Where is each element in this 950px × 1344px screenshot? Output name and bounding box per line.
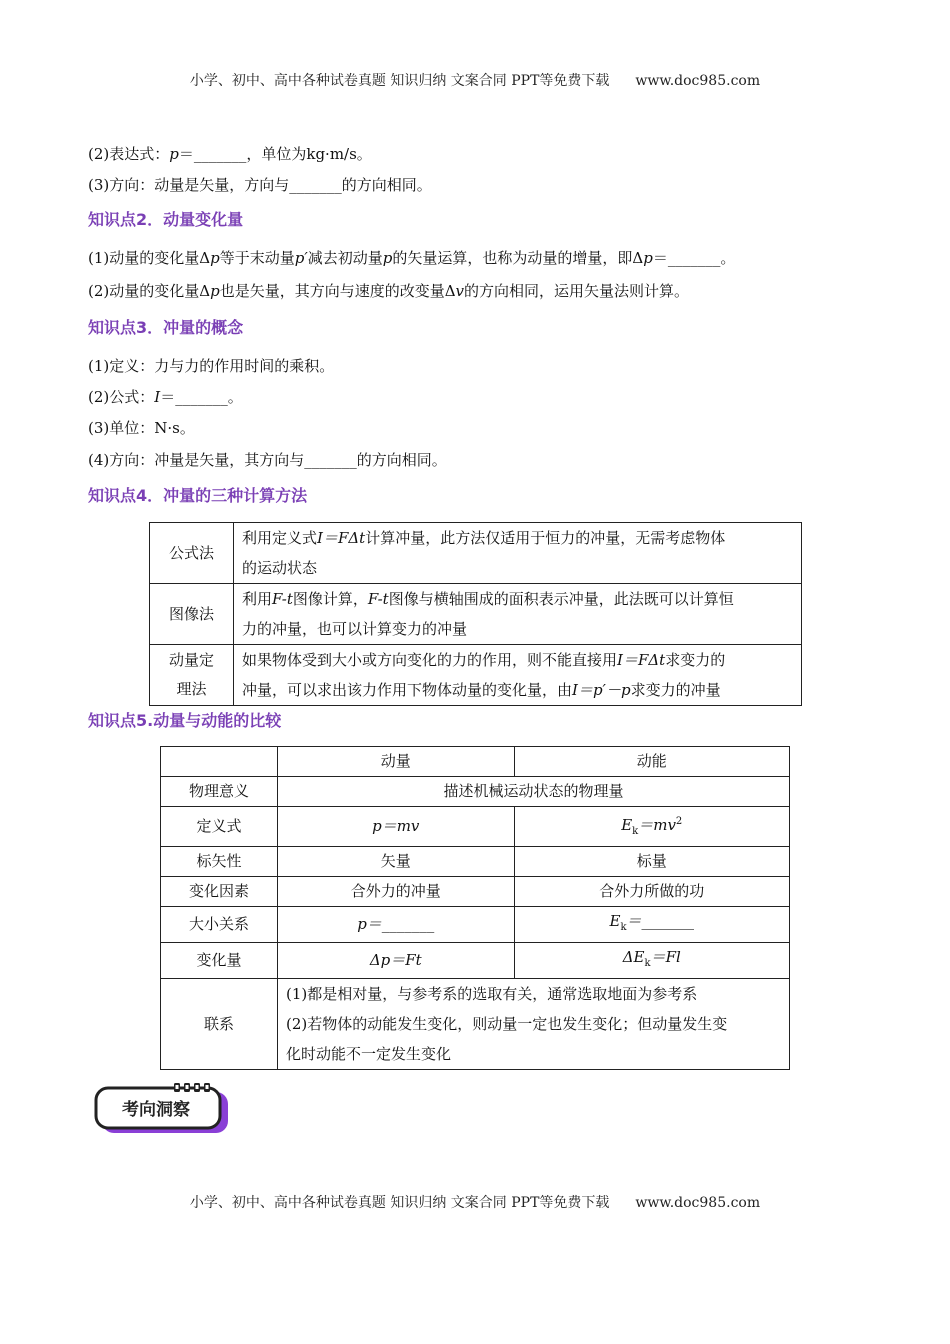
k2-line-1: (1)动量的变化量Δp等于末动量p′减去初动量p的矢量运算，也称为动量的增量，即Δp＝_______。 [88, 249, 736, 267]
intro-line-expression: (2)表达式：p＝_______，单位为kg·m/s。 [88, 145, 372, 163]
table-row: 物理意义 描述机械运动状态的物理量 [161, 777, 790, 807]
row-label: 公式法 [150, 523, 234, 584]
page-footer [0, 1192, 950, 1212]
table-row [150, 523, 802, 584]
table-row: 定义式 p＝mv $E_k=mv^2$ [161, 807, 790, 847]
row-content: 利用定义式I＝FΔt计算冲量，此方法仅适用于恒力的冲量，无需考虑物体 的运动状态 [234, 523, 802, 584]
section-heading-k2: 知识点2．动量变化量 [88, 210, 244, 229]
k3-line-1: (1)定义：力与力的作用时间的乘积。 [88, 357, 335, 375]
comparison-table [160, 746, 790, 1070]
table-row [150, 645, 802, 706]
page-header [0, 70, 950, 90]
section-heading-k5: 知识点5.动量与动能的比较 [88, 711, 282, 730]
badge-text: 考向洞察 [122, 1100, 190, 1120]
k3-line-4: (4)方向：冲量是矢量，其方向与_______的方向相同。 [88, 451, 447, 469]
row-content: 利用F-t图像计算，F-t图像与横轴围成的面积表示冲量，此法既可以计算恒 力的冲量，也可以计算变力的冲量 [234, 584, 802, 645]
table-row [150, 584, 802, 645]
column-header: 动量 [278, 747, 515, 777]
impulse-method-table [149, 522, 802, 706]
row-content: 如果物体受到大小或方向变化的力的作用，则不能直接用I＝FΔt求变力的 冲量，可以求出该力作用下物体动量的变化量，由I＝p′－p求变力的冲量 [234, 645, 802, 706]
header-text: 小学、初中、高中各种试卷真题 知识归纳 文案合同 PPT等免费下载 [189, 73, 610, 89]
table-row: 标矢性 矢量 标量 [161, 847, 790, 877]
intro-line-direction: (3)方向：动量是矢量，方向与_______的方向相同。 [88, 176, 432, 194]
row-label: 动量定 理法 [150, 645, 234, 706]
footer-text: 小学、初中、高中各种试卷真题 知识归纳 文案合同 PPT等免费下载 [189, 1195, 610, 1211]
section-heading-k4: 知识点4．冲量的三种计算方法 [88, 486, 308, 505]
table-header-row [161, 747, 790, 777]
footer-url[interactable]: www.doc985.com [635, 1195, 761, 1211]
table-row: 联系 (1)都是相对量，与参考系的选取有关，通常选取地面为参考系 (2)若物体的动能发生变化，则动量一定也发生变化；但动量发生变 化时动能不一定发生变化 [161, 979, 790, 1070]
header-url[interactable]: www.doc985.com [635, 73, 761, 89]
column-header: 动能 [514, 747, 790, 777]
k2-line-2: (2)动量的变化量Δp也是矢量，其方向与速度的改变量Δv的方向相同，运用矢量法则计算。 [88, 282, 690, 300]
section-heading-k3: 知识点3．冲量的概念 [88, 318, 244, 337]
k3-line-2: (2)公式：I＝_______。 [88, 388, 243, 406]
exam-direction-badge [94, 1083, 230, 1135]
k3-line-3: (3)单位：N·s。 [88, 419, 195, 437]
table-row: 大小关系 p＝_______ $E_k=\_\_\_\_\_\_\_$ [161, 907, 790, 943]
row-label: 图像法 [150, 584, 234, 645]
table-row: 变化因素 合外力的冲量 合外力所做的功 [161, 877, 790, 907]
table-row: 变化量 Δp＝Ft $\Delta E_k=Fl$ [161, 943, 790, 979]
